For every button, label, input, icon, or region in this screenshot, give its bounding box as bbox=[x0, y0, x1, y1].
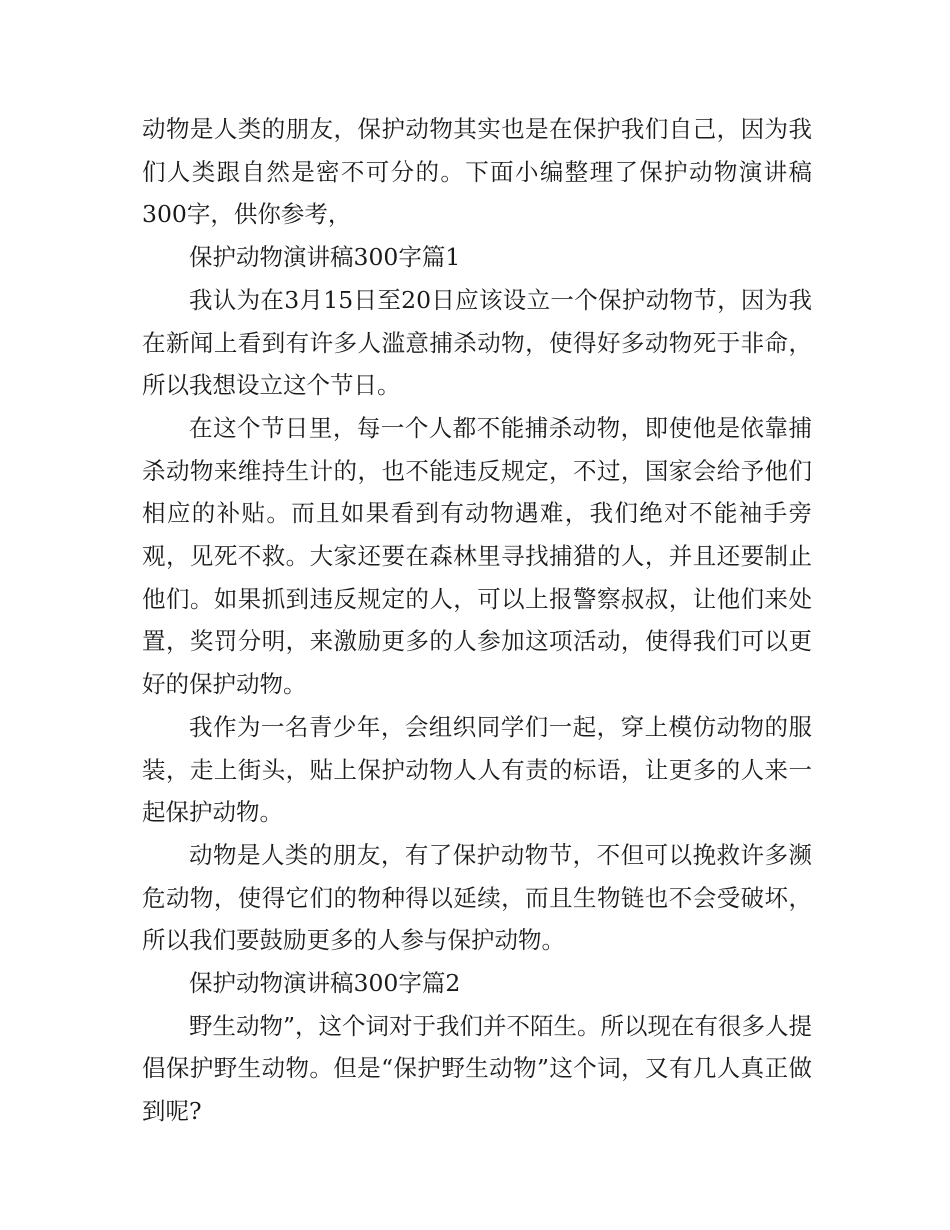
intro-paragraph: 动物是人类的朋友，保护动物其实也是在保护我们自己，因为我们人类跟自然是密不可分的。下面小编整理了保护动物演讲稿300字，供你参考， bbox=[142, 115, 812, 229]
section-heading-2: 保护动物演讲稿300字篇2 bbox=[189, 969, 461, 998]
body-paragraph: 野生动物”，这个词对于我们并不陌生。所以现在有很多人提倡保护野生动物。但是“保护野生动物”这个词，又有几人真正做到呢? bbox=[142, 1011, 813, 1126]
document-page bbox=[142, 108, 812, 1133]
body-paragraph: 我作为一名青少年，会组织同学们一起，穿上模仿动物的服装，走上街头，贴上保护动物人人有责的标语，让更多的人来一起保护动物。 bbox=[142, 712, 812, 827]
body-paragraph: 我认为在3月15日至20日应该设立一个保护动物节，因为我在新闻上看到有许多人滥意捕杀动物，使得好多动物死于非命，所以我想设立这个节日。 bbox=[142, 285, 812, 400]
section-heading-1: 保护动物演讲稿300字篇1 bbox=[189, 243, 461, 272]
body-paragraph: 动物是人类的朋友，有了保护动物节，不但可以挽救许多濒危动物，使得它们的物种得以延续，而且生物链也不会受破坏，所以我们要鼓励更多的人参与保护动物。 bbox=[142, 840, 812, 955]
body-paragraph: 在这个节日里，每一个人都不能捕杀动物，即使他是依靠捕杀动物来维持生计的，也不能违反规定，不过，国家会给予他们相应的补贴。而且如果看到有动物遇难，我们绝对不能袖手旁观，见死不救。大家还要在森林里寻找捕猎的人，并且还要制止他们。如果抓到违反规定的人，可以上报警察叔叔，让他们来处置，奖罚分明，来激励更多的人参加这项活动，使得我们可以更好的保护动物。 bbox=[142, 413, 812, 699]
